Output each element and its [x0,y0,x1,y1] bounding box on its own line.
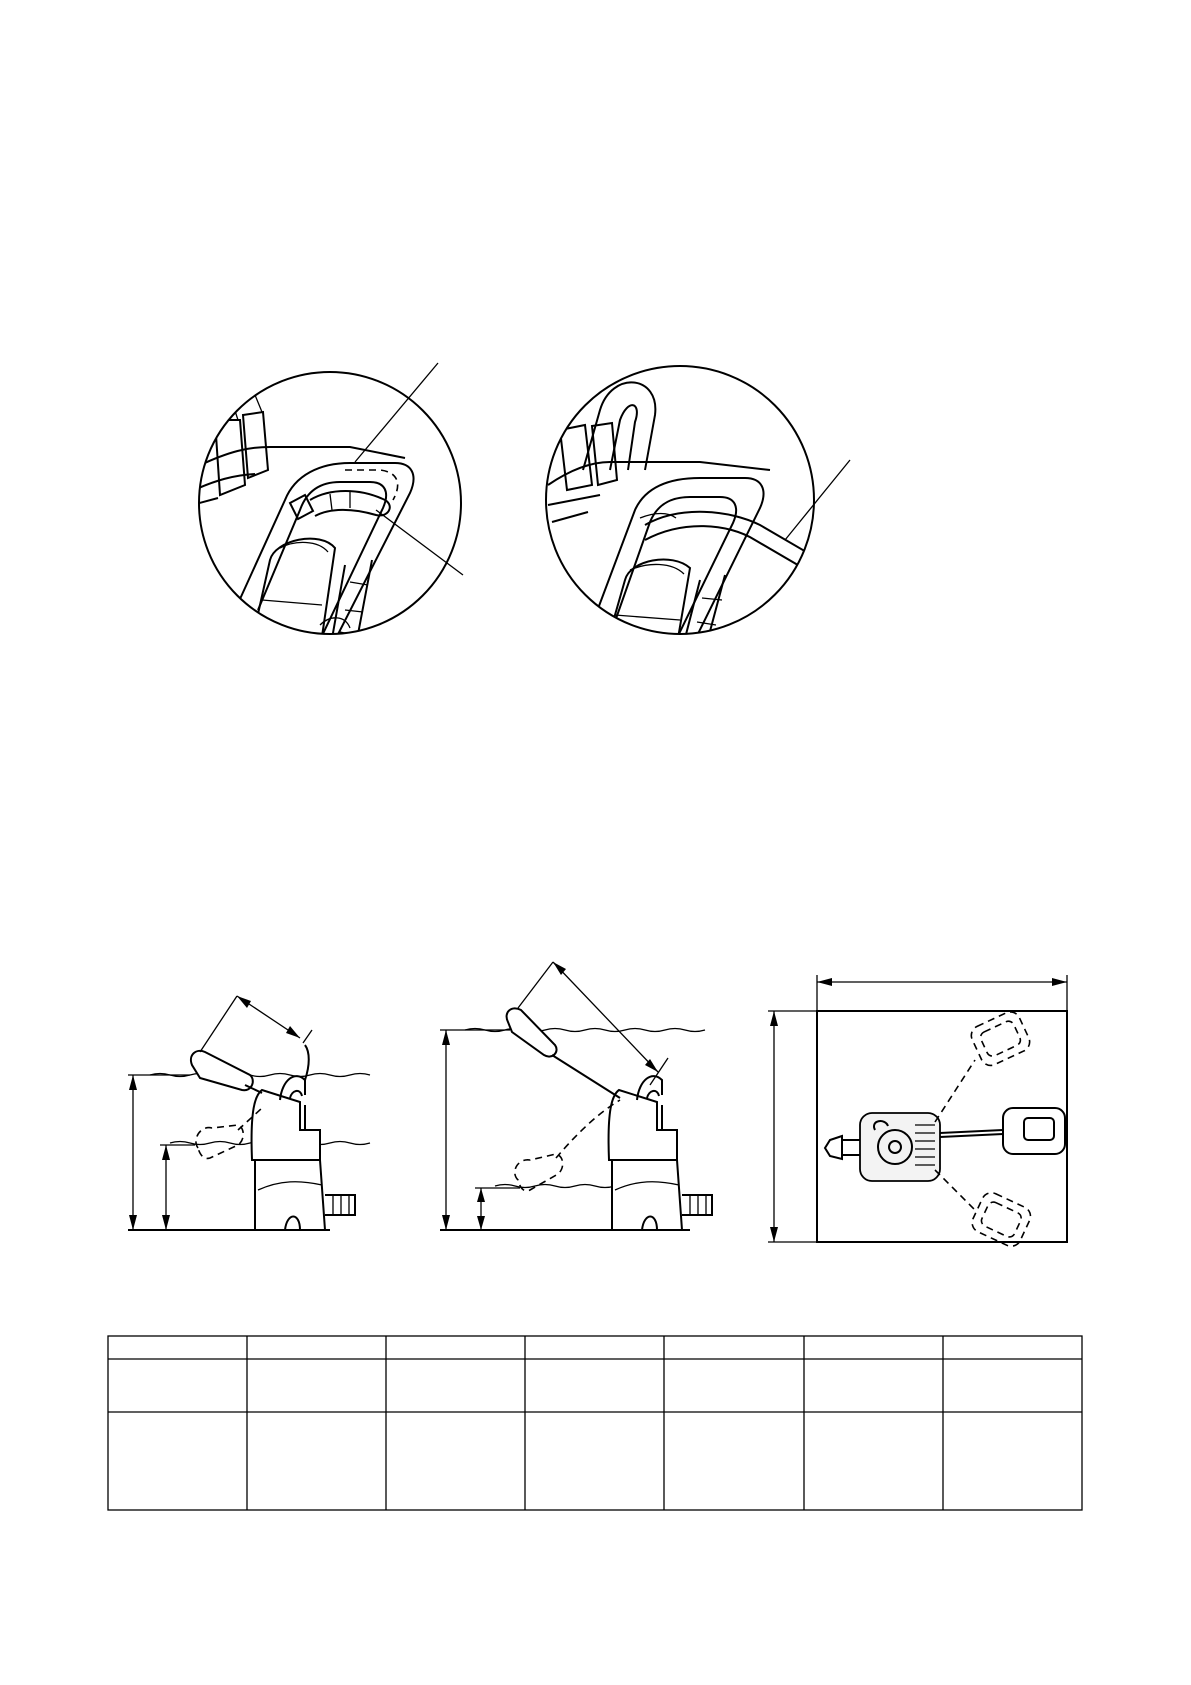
detail-view-b [540,366,850,650]
data-table [108,1336,1082,1510]
installation-figure-high [440,962,712,1230]
installation-figure-low [128,996,370,1230]
installation-figure-top-view [768,975,1067,1250]
detail-view-a [190,363,463,650]
